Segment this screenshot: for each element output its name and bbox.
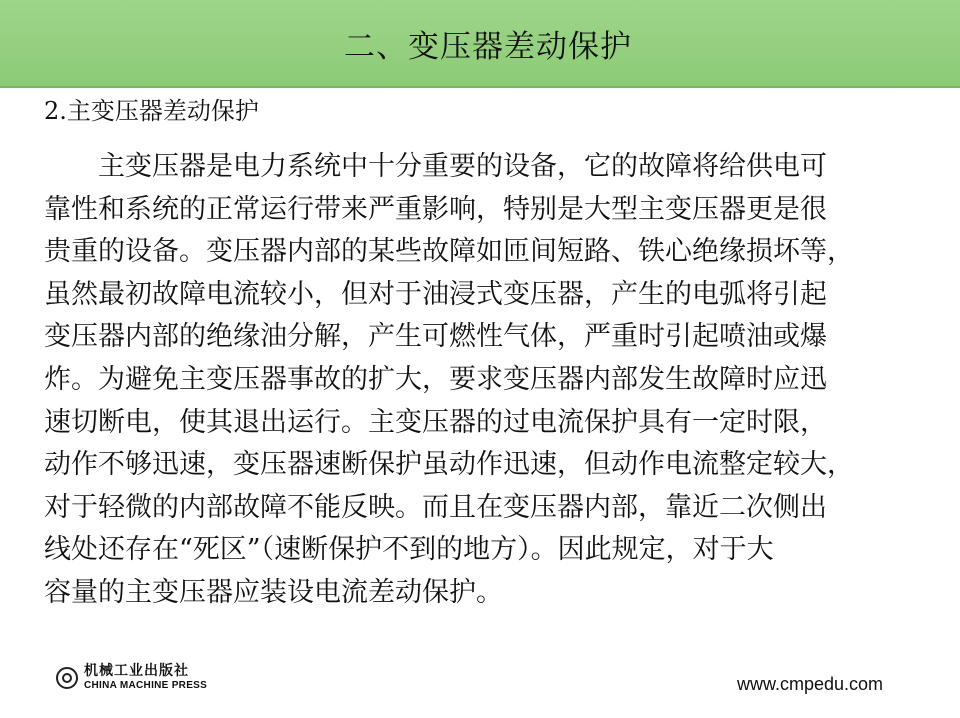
body-line: 线处还存在“死区”（速断保护不到的地方）。因此规定，对于大 [44,534,774,566]
body-line: 贵重的设备。变压器内部的某些故障如匝间短路、铁心绝缘损坏等， [44,236,854,268]
body-line: 变压器内部的绝缘油分解，产生可燃性气体，严重时引起喷油或爆 [44,321,827,353]
body-line: 对于轻微的内部故障不能反映。而且在变压器内部，靠近二次侧出 [44,491,827,523]
publisher-name-cn: 机械工业出版社 [84,663,189,679]
body-line: 主变压器是电力系统中十分重要的设备，它的故障将给供电可 [44,151,827,182]
slide-title: 二、变压器差动保护 [344,28,632,65]
publisher-emblem-icon [56,667,78,689]
publisher-name [84,664,207,691]
body-line: 炸。为避免主变压器事故的扩大，要求变压器内部发生故障时应迅 [44,363,827,395]
body-line: 虽然最初故障电流较小，但对于油浸式变压器，产生的电弧将引起 [44,278,827,310]
section-heading: 2.主变压器差动保护 [44,97,259,125]
publisher-name-en: CHINA MACHINE PRESS [84,680,208,691]
body-line: 动作不够迅速，变压器速断保护虽动作迅速，但动作电流整定较大， [44,449,854,481]
body-paragraph [44,146,914,615]
body-line: 靠性和系统的正常运行带来严重影响，特别是大型主变压器更是很 [44,193,827,225]
body-line: 容量的主变压器应装设电流差动保护。 [44,576,503,608]
website-url: www.cmpedu.com [737,674,884,694]
title-bar [0,0,960,88]
body-line: 速切断电，使其退出运行。主变压器的过电流保护具有一定时限， [44,406,827,438]
publisher-logo [56,664,207,691]
